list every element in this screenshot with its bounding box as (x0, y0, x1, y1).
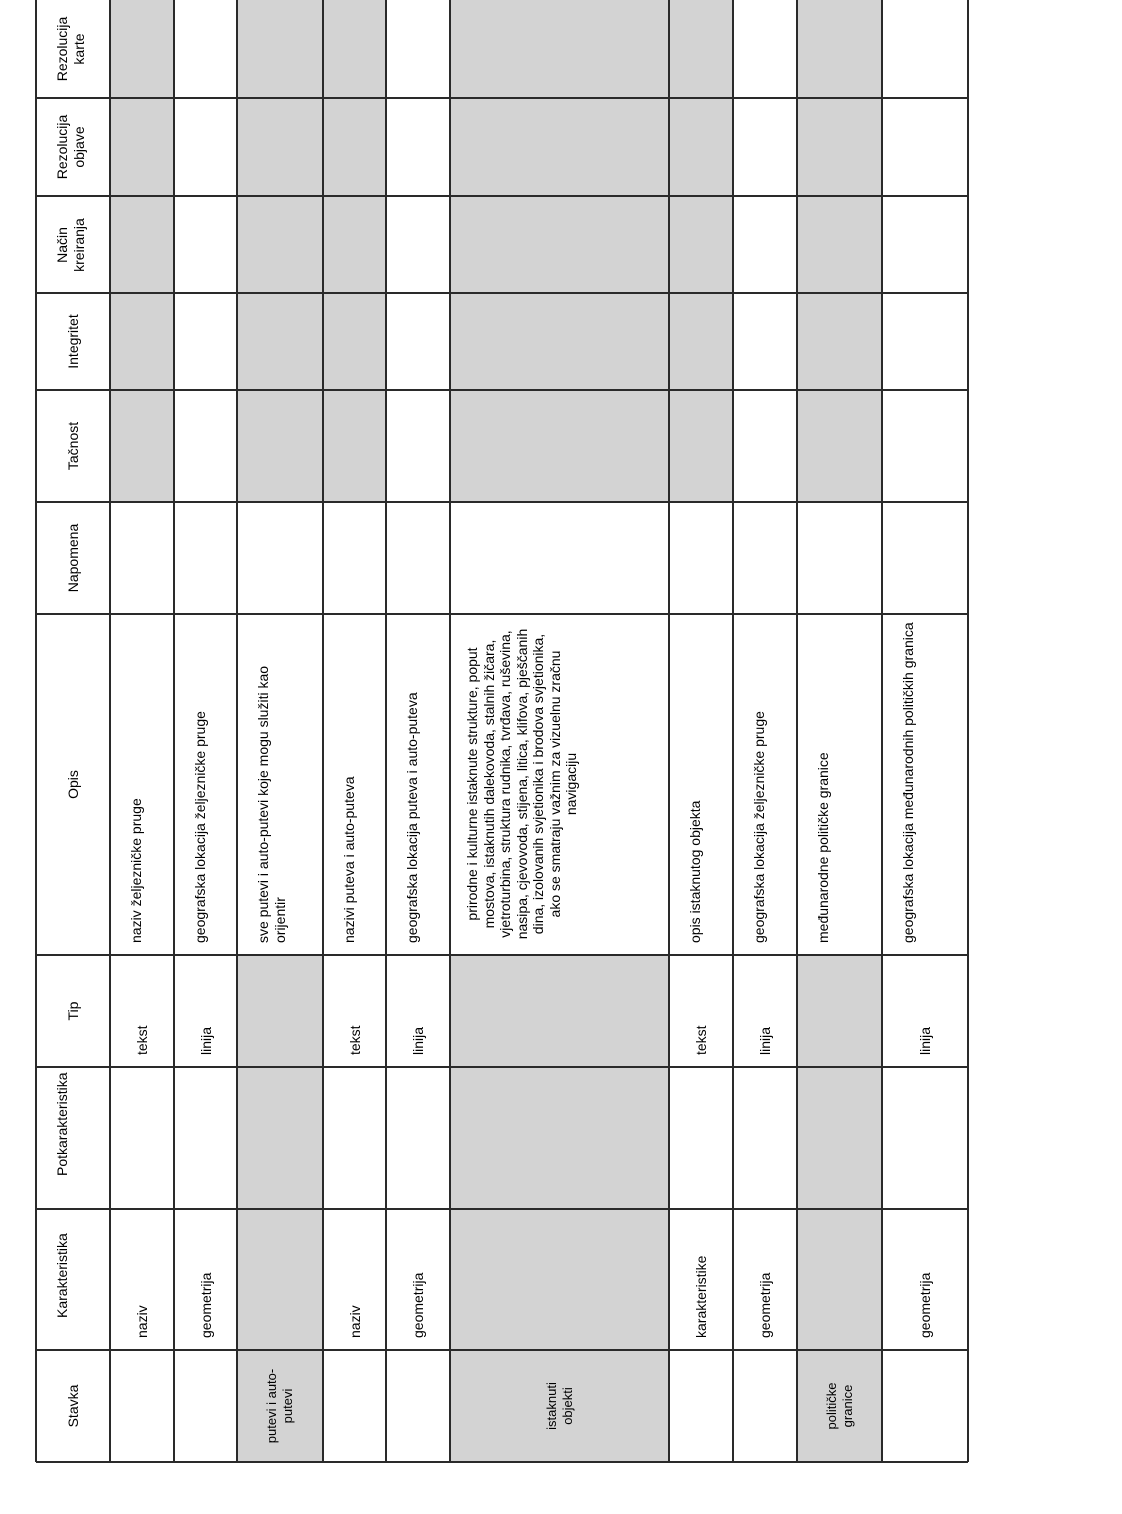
cell-opis: prirodne i kulturne istaknute strukture, poput mostova, istaknutih dalekovoda, stalnih žičara, vjetroturbina, struktura rudnika, tvrđava, ruševina, nasipa, cjevovoda, stijena, litica, klifova, pješčanih dina, izolovanih svjetionika i brodova svjetionika, ako se smatraju važnim za vizuelnu zračnu navigaciju (464, 628, 579, 940)
cell-shade (797, 98, 882, 196)
cell-shade (237, 293, 323, 390)
cell-karakteristika: geometrija (917, 1272, 933, 1338)
grid-line-horizontal (36, 613, 968, 615)
header-stavka: Stavka (65, 1384, 81, 1428)
cell-stavka: istaknuti objekti (543, 1382, 575, 1430)
grid-line-vertical (173, 0, 175, 1462)
cell-karakteristika: geometrija (197, 1272, 214, 1338)
header-integritet: Integritet (65, 314, 81, 369)
header-tip: Tip (65, 1001, 81, 1021)
cell-shade (237, 196, 323, 293)
cell-stavka: političke granice (823, 1382, 855, 1430)
header-napomena: Napomena (65, 523, 81, 593)
cell-shade (450, 98, 669, 196)
cell-shade (669, 196, 733, 293)
header-opis: Opis (65, 770, 81, 799)
grid-line-vertical (732, 0, 734, 1462)
cell-shade (237, 98, 323, 196)
cell-shade (797, 1067, 882, 1209)
cell-tip: linija (917, 1026, 933, 1055)
cell-shade (669, 98, 733, 196)
grid-line-vertical (881, 0, 883, 1462)
grid-line-horizontal (36, 954, 968, 956)
cell-opis: nazivi puteva i auto-puteva (341, 776, 357, 943)
grid-line-vertical (967, 0, 969, 1462)
header-rezolucija-objave: Rezolucija objave (54, 114, 87, 180)
grid-line-vertical (35, 0, 37, 1462)
cell-shade (450, 196, 669, 293)
cell-tip: tekst (134, 1025, 150, 1055)
grid-line-vertical (796, 0, 798, 1462)
cell-karakteristika: karakteristike (693, 1255, 709, 1338)
cell-karakteristika: naziv (346, 1305, 363, 1338)
cell-shade (797, 390, 882, 502)
cell-karakteristika: geometrija (757, 1272, 773, 1338)
cell-opis: geografska lokacija željezničke pruge (751, 711, 767, 943)
cell-shade (669, 293, 733, 390)
grid-line-horizontal (36, 389, 968, 391)
cell-shade (323, 196, 386, 293)
cell-tip: linija (197, 1026, 214, 1055)
cell-shade (237, 1209, 323, 1350)
grid-line-horizontal (36, 195, 968, 197)
cell-shade (450, 0, 669, 98)
cell-shade (237, 0, 323, 98)
cell-shade (797, 293, 882, 390)
cell-shade (450, 293, 669, 390)
grid-line-horizontal (36, 1208, 968, 1210)
grid-line-horizontal (36, 1066, 968, 1068)
cell-karakteristika: geometrija (410, 1272, 426, 1338)
cell-opis: međunarodne političke granice (815, 752, 831, 943)
cell-shade (797, 955, 882, 1067)
cell-shade (450, 1067, 669, 1209)
cell-shade (110, 196, 174, 293)
cell-shade (669, 390, 733, 502)
header-tacnost: Tačnost (65, 421, 81, 471)
grid-line-horizontal (36, 97, 968, 99)
grid-line-vertical (449, 0, 451, 1462)
cell-shade (110, 0, 174, 98)
cell-stavka: putevi i auto-putevi (264, 1368, 295, 1444)
header-nacin-kreiranja: Način kreiranja (54, 217, 87, 272)
cell-tip: linija (757, 1026, 773, 1055)
cell-shade (237, 1067, 323, 1209)
grid-line-horizontal (36, 1349, 968, 1351)
cell-shade (450, 955, 669, 1067)
cell-shade (450, 1209, 669, 1350)
cell-tip: linija (410, 1026, 426, 1055)
cell-shade (323, 293, 386, 390)
grid-line-horizontal (36, 501, 968, 503)
cell-opis: naziv željezničke pruge (128, 798, 144, 943)
cell-shade (450, 390, 669, 502)
cell-shade (323, 0, 386, 98)
grid-line-vertical (385, 0, 387, 1462)
cell-shade (797, 1209, 882, 1350)
cell-shade (323, 390, 386, 502)
cell-shade (237, 390, 323, 502)
cell-opis: geografska lokacija puteva i auto-puteva (404, 692, 420, 943)
cell-shade (669, 0, 733, 98)
cell-opis: sve putevi i auto-putevi koje mogu služiti kao orijentir (255, 665, 288, 943)
cell-shade (110, 98, 174, 196)
cell-karakteristika: naziv (134, 1305, 150, 1338)
grid-line-vertical (109, 0, 111, 1462)
grid-line-horizontal (36, 292, 968, 294)
cell-opis: opis istaknutog objekta (687, 800, 703, 943)
cell-tip: tekst (346, 1025, 363, 1055)
cell-shade (323, 98, 386, 196)
cell-shade (237, 955, 323, 1067)
cell-opis: geografska lokacija međunarodnih političkih granica (900, 622, 916, 943)
grid-line-vertical (668, 0, 670, 1462)
cell-shade (110, 293, 174, 390)
cell-shade (797, 196, 882, 293)
cell-shade (110, 390, 174, 502)
cell-opis: geografska lokacija željezničke pruge (192, 711, 208, 943)
header-potkarakteristika: Potkarakteristika (54, 1072, 70, 1176)
grid-line-horizontal (36, 1461, 968, 1463)
cell-shade (797, 0, 882, 98)
cell-tip: tekst (693, 1025, 709, 1055)
header-karakteristika: Karakteristika (54, 1232, 70, 1318)
grid-line-vertical (322, 0, 324, 1462)
grid-line-vertical (236, 0, 238, 1462)
header-rezolucija-karte: Rezolucija karte (54, 16, 87, 82)
